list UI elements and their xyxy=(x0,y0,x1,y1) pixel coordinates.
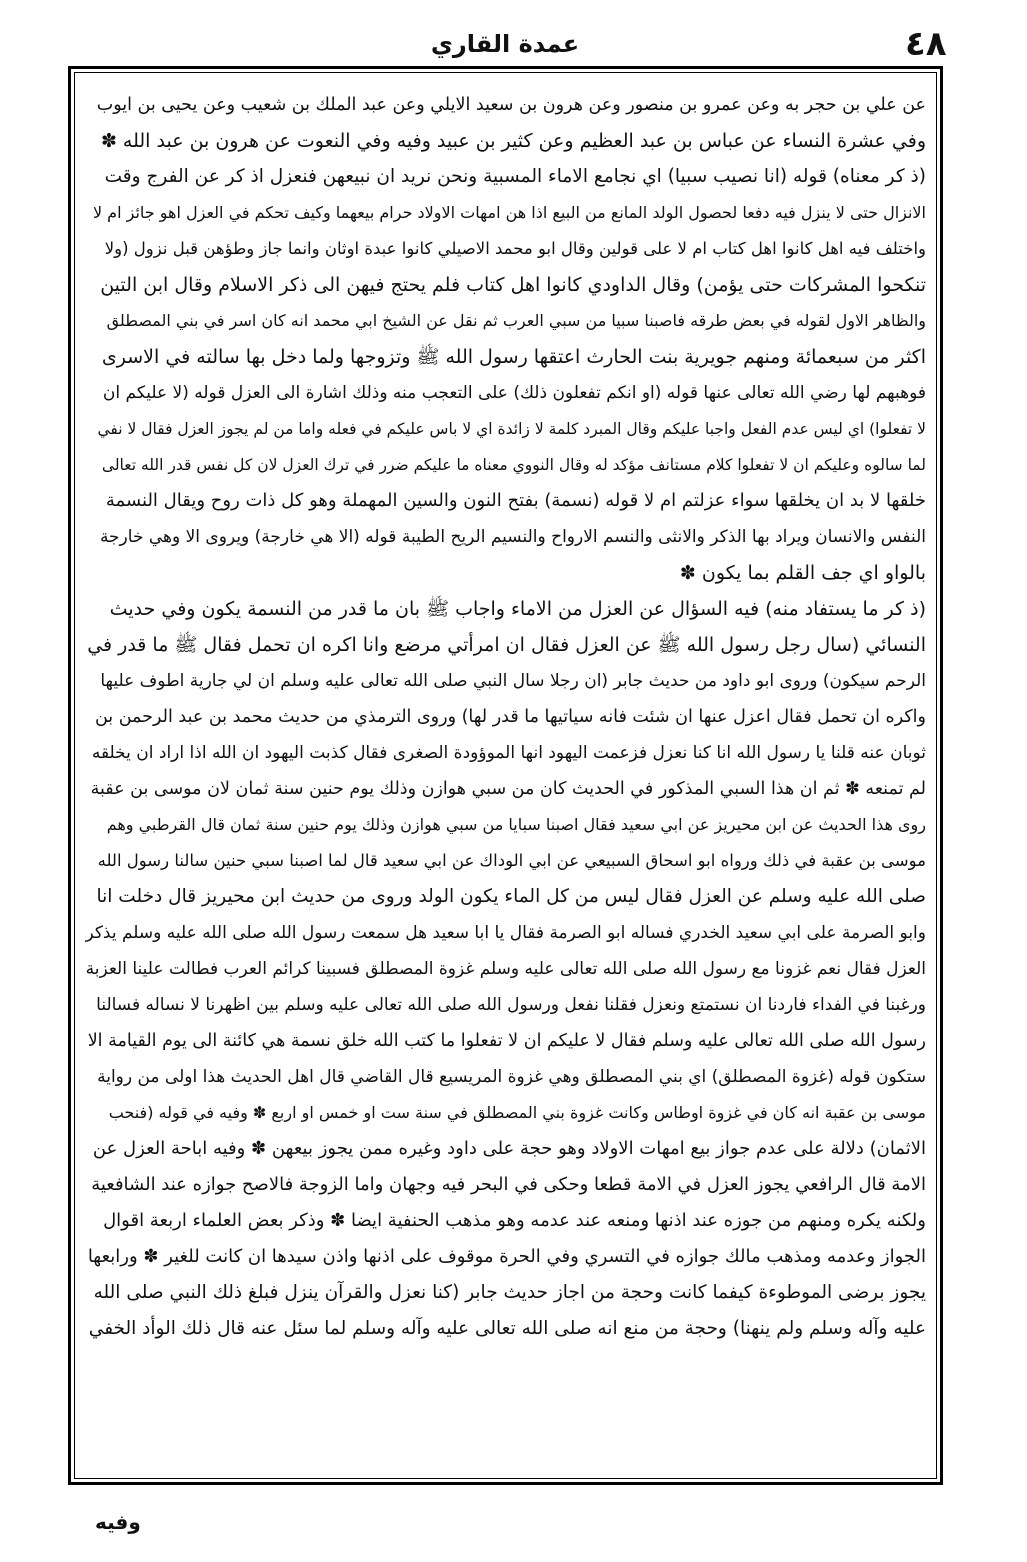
text-line: وابو الصرمة على ابي سعيد الخدري فساله ابو الصرمة فقال يا ابا سعيد هل سمعت رسول الله صلى الله عليه وسلم يذكر xyxy=(85,923,926,943)
text-line: لم تمنعه ✽ ثم ان هذا السبي المذكور في الحديث كان من سبي هوازن وذلك يوم حنين سنة ثمان لان موسى بن عقبة xyxy=(90,779,926,799)
text-line: ولكنه يكره ومنهم من جوزه عند اذنها ومنعه عند عدمه وهو مذهب الحنفية ايضا ✽ وذكر بعض العلماء اربعة اقوال xyxy=(103,1210,926,1231)
text-line: (ذ كر ما يستفاد منه) فيه السؤال عن العزل من الاماء واجاب ﷺ بان ما قدر من النسمة يكون وفي حديث xyxy=(109,598,926,620)
text-line: صلى الله عليه وسلم عن العزل فقال ليس من كل الماء يكون الولد وروى من حديث ابن محيريز قال دخلت انا xyxy=(96,886,926,907)
text-line: ورغبنا في الفداء فاردنا ان نستمتع ونعزل فقلنا نفعل ورسول الله صلى الله تعالى عليه وسلم بين اظهرنا لا نساله فسالنا xyxy=(96,995,926,1015)
text-line: وفي عشرة النساء عن عباس بن عبد العظيم وعن كثير بن عبيد وفيه وفي النعوت عن هرون بن عبد الله ✽ xyxy=(100,130,926,152)
text-line: الانزال حتى لا ينزل فيه دفعا لحصول الولد المانع من البيع اذا هن امهات الاولاد حرام بيعهما وكيف تحكم في العزل اهو جائز ام لا xyxy=(92,203,926,222)
text-line: لا تفعلوا) اي ليس عدم الفعل واجبا عليكم وقال المبرد كلمة لا زائدة اي لا باس عليكم في فعله واما من لم يجوز العزل فقال لا نفي xyxy=(97,420,926,438)
text-line: فوهبهم لها رضي الله تعالى عنها قوله (او انكم تفعلون ذلك) على التعجب منه وذلك اشارة الى العزل قوله (لا عليكم ان xyxy=(102,383,926,403)
text-line: الاثمان) دلالة على عدم جواز بيع امهات الاولاد وهو حجة على داود وغيره ممن يجوز بيعهن ✽ وفيه اباحة العزل عن xyxy=(92,1138,926,1159)
text-line: العزل فقال نعم غزونا مع رسول الله صلى الله تعالى عليه وسلم غزوة المصطلق فسبينا كرائم العرب فطالت علينا العزبة xyxy=(85,959,926,979)
text-frame xyxy=(68,66,943,1485)
text-line: موسى بن عقبة انه كان في غزوة اوطاس وكانت غزوة بني المصطلق في سنة ست او خمس او اربع ✽ وفيه في قوله (فنحب xyxy=(108,1103,926,1122)
body-text xyxy=(85,87,926,1347)
text-line: النسائي (سال رجل رسول الله ﷺ عن العزل فقال ان امرأتي مرضع وانا اكره ان تحمل فقال ﷺ ما قدر في xyxy=(87,634,926,656)
text-line: عن علي بن حجر به وعن عمرو بن منصور وعن هرون بن سعيد الايلي وعن عبد الملك بن شعيب وعن يحيى بن ايوب xyxy=(96,95,926,115)
text-line: عليه وآله وسلم ولم ينهنا) وحجة من منع انه صلى الله تعالى عليه وآله وسلم لما سئل عنه قال ذلك الوأد الخفي xyxy=(88,1318,926,1339)
page-header xyxy=(60,18,950,66)
running-title: عمدة القاري xyxy=(430,30,580,58)
text-line: واختلف فيه اهل كانوا اهل كتاب ام لا على قولين وقال ابو محمد الاصيلي كانوا عبدة اوثان وانما جاز وطؤهن قبل نزول (ولا xyxy=(104,239,926,258)
text-line: الجواز وعدمه ومذهب مالك جوازه في التسري وفي الحرة موقوف على اذنها واذن سيدها ان كانت للغير ✽ ورابعها xyxy=(87,1246,926,1267)
catchword: وفيه xyxy=(95,1510,141,1534)
text-line: والظاهر الاول لقوله في بعض طرقه فاصبنا سبيا من سبي العرب ثم نقل عن الشيخ ابي محمد انه كان اسر في بني المصطلق xyxy=(106,311,926,330)
text-line: اكثر من سبعمائة ومنهم جويرية بنت الحارث اعتقها رسول الله ﷺ وتزوجها ولما دخل بها سالته في الاسرى xyxy=(101,346,926,368)
text-line: بالواو اي جف القلم بما يكون ✽ xyxy=(679,562,926,584)
text-line: تنكحوا المشركات حتى يؤمن) وقال الداودي كانوا اهل كتاب فلم يحتج فيهن الى ذكر الاسلام وقال ابن التين xyxy=(100,274,926,296)
text-line: (ذ كر معناه) قوله (انا نصيب سبيا) اي نجامع الاماء المسبية ونحن نريد ان نبيعهن فنعزل اذ كر عن الفرج وقت xyxy=(104,166,926,187)
text-line: موسى بن عقبة في ذلك ورواه ابو اسحاق السبيعي عن ابي الوداك عن ابي سعيد قال لما اصبنا سبي حنين سالنا رسول الله xyxy=(97,851,926,870)
page-number: ٤٨ xyxy=(905,24,947,64)
text-line: رسول الله صلى الله تعالى عليه وسلم فقال لا عليكم ان لا تفعلوا ما كتب الله خلق نسمة هي كائنة الى يوم القيامة الا xyxy=(87,1031,926,1051)
text-line: ستكون قوله (غزوة المصطلق) اي بني المصطلق وهي غزوة المريسيع قال القاضي قال اهل الحديث هذا اولى من رواية xyxy=(97,1067,926,1087)
text-line: واكره ان تحمل فقال اعزل عنها ان شئت فانه سياتيها ما قدر لها) وروى الترمذي من حديث محمد بن عبد الرحمن بن xyxy=(94,707,926,727)
text-line: يجوز برضى الموطوءة كيفما كانت وحجة من اجاز حديث جابر (كنا نعزل والقرآن ينزل فبلغ ذلك النبي صلى الله xyxy=(93,1282,926,1303)
text-line: روى هذا الحديث عن ابن محيريز عن ابي سعيد فقال اصبنا سبايا من سبي هوازن وذلك يوم حنين سنة ثمان قال القرطبي وهم xyxy=(106,815,926,834)
text-line: النفس والانسان ويراد بها الذكر والانثى والنسم الارواح والنسيم الريح الطيبة قوله (الا هي خارجة) ويروى الا وهي خارجة xyxy=(99,527,926,547)
text-line: خلقها لا بد ان يخلقها سواء عزلتم ام لا قوله (نسمة) بفتح النون والسين المهملة وهو كل ذات روح ويقال النسمة xyxy=(105,490,926,511)
text-line: ثوبان عنه قلنا يا رسول الله انا كنا نعزل فزعمت اليهود انها الموؤودة الصغرى فقال كذبت اليهود ان الله اذا اراد ان يخلقه xyxy=(91,743,926,763)
text-line: الامة قال الرافعي يجوز العزل في الامة قطعا وحكى في البحر فيه وجهان واما الزوجة فالاصح جوازه عند الشافعية xyxy=(91,1174,926,1195)
text-line: الرحم سيكون) وروى ابو داود من حديث جابر (ان رجلا سال النبي صلى الله تعالى عليه وسلم ان لي جارية اطوف عليها xyxy=(100,671,926,691)
text-line: لما سالوه وعليكم ان لا تفعلوا كلام مستانف مؤكد له وقال النووي معناه ما عليكم ضرر في ترك العزل لان كل نفس قدر الله تعالى xyxy=(101,456,926,474)
